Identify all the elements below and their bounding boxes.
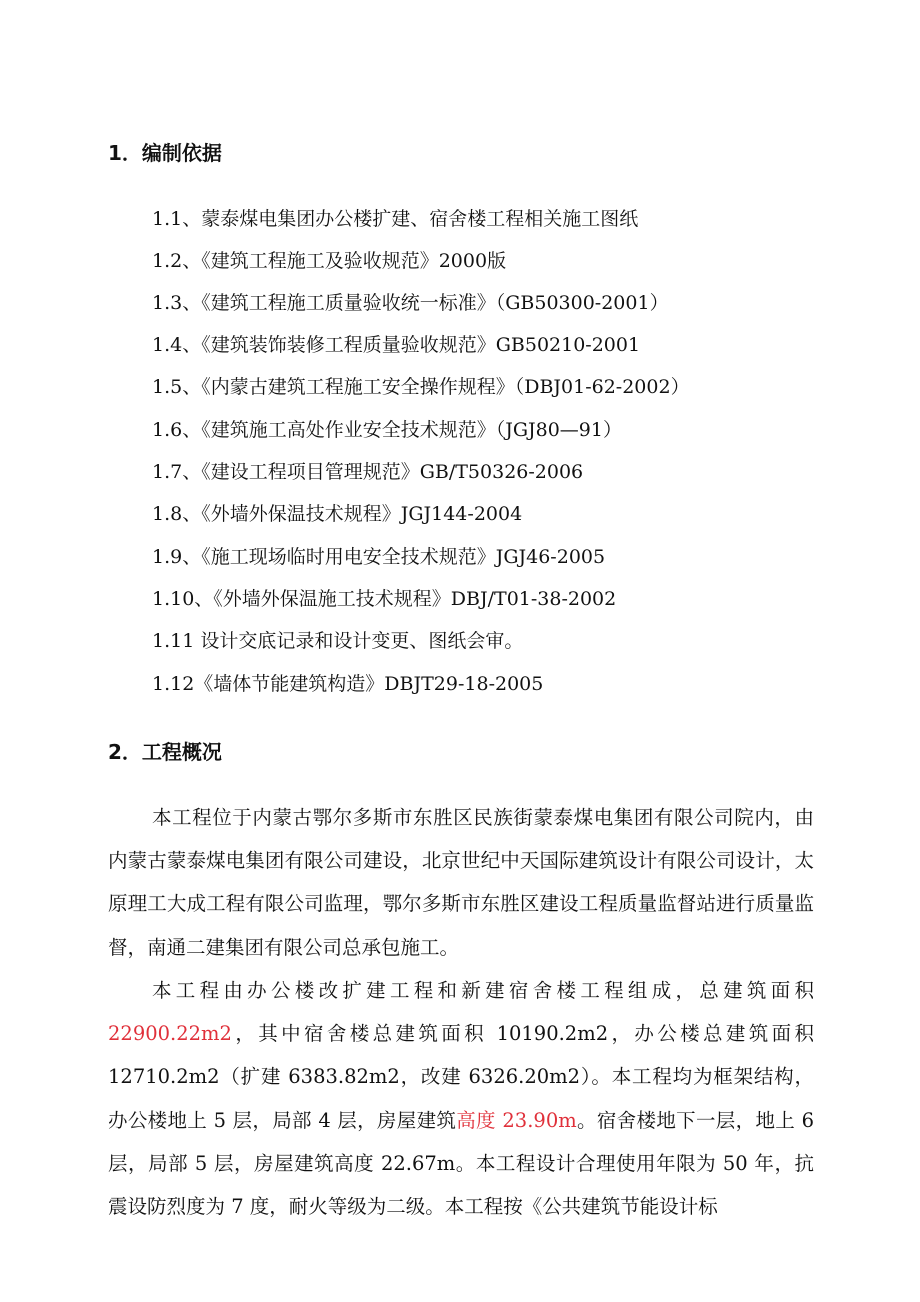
reference-item-7: 1.7、《建设工程项目管理规范》GB/T50326-2006 [152,461,584,483]
overview-text-part-3: 。宿舍楼地下一层，地上 6 层，局部 5 层，房屋建筑高度 22.67m。本工程设计合理使用年限为 50 年，抗震设防烈度为 7 度，耐火等级为二级。本工程按《公共建筑节能设计标 [108,1108,815,1219]
reference-item-4: 1.4、《建筑装饰装修工程质量验收规范》GB50210-2001 [152,334,641,356]
reference-item-10: 1.10、《外墙外保温施工技术规程》DBJ/T01-38-2002 [152,588,617,610]
reference-item-3: 1.3、《建筑工程施工质量验收统一标准》（GB50300-2001） [152,292,669,314]
height-highlight: 高度 23.90m [456,1108,577,1132]
reference-item-1: 1.1、蒙泰煤电集团办公楼扩建、宿舍楼工程相关施工图纸 [152,208,639,230]
reference-item-6: 1.6、《建筑施工高处作业安全技术规范》（JGJ80—91） [152,419,622,441]
reference-item-11: 1.11 设计交底记录和设计变更、图纸会审。 [152,630,524,652]
overview-text-part-1: 本工程由办公楼改扩建工程和新建宿舍楼工程组成，总建筑面积 [152,979,814,1002]
overview-text-part-2: ，其中宿舍楼总建筑面积 10190.2m2，办公楼总建筑面积 12710.2m2（扩建 6383.82m2，改建 6326.20m2）。本工程均为框架结构，办公楼地上 5 层，局部 4 层，房屋建筑 [108,1022,814,1132]
section-2-heading: 2．工程概况 [108,740,222,764]
section-1-heading: 1．编制依据 [108,141,222,165]
total-area-highlight: 22900.22m2 [108,1022,232,1046]
reference-item-8: 1.8、《外墙外保温技术规程》JGJ144-2004 [152,503,523,525]
reference-item-2: 1.2、《建筑工程施工及验收规范》2000版 [152,250,507,272]
overview-paragraph-1: 本工程位于内蒙古鄂尔多斯市东胜区民族街蒙泰煤电集团有限公司院内，由内蒙古蒙泰煤电集团有限公司建设，北京世纪中天国际建筑设计有限公司设计，太原理工大成工程有限公司监理，鄂尔多斯市东胜区建设工程质量监督站进行质量监督，南通二建集团有限公司总承包施工。 [108,806,814,959]
reference-item-9: 1.9、《施工现场临时用电安全技术规范》JGJ46-2005 [152,546,606,568]
reference-item-5: 1.5、《内蒙古建筑工程施工安全操作规程》（DBJ01-62-2002） [152,376,690,398]
reference-item-12: 1.12《墙体节能建筑构造》DBJT29-18-2005 [152,673,544,695]
overview-paragraph-2 [108,969,814,1228]
